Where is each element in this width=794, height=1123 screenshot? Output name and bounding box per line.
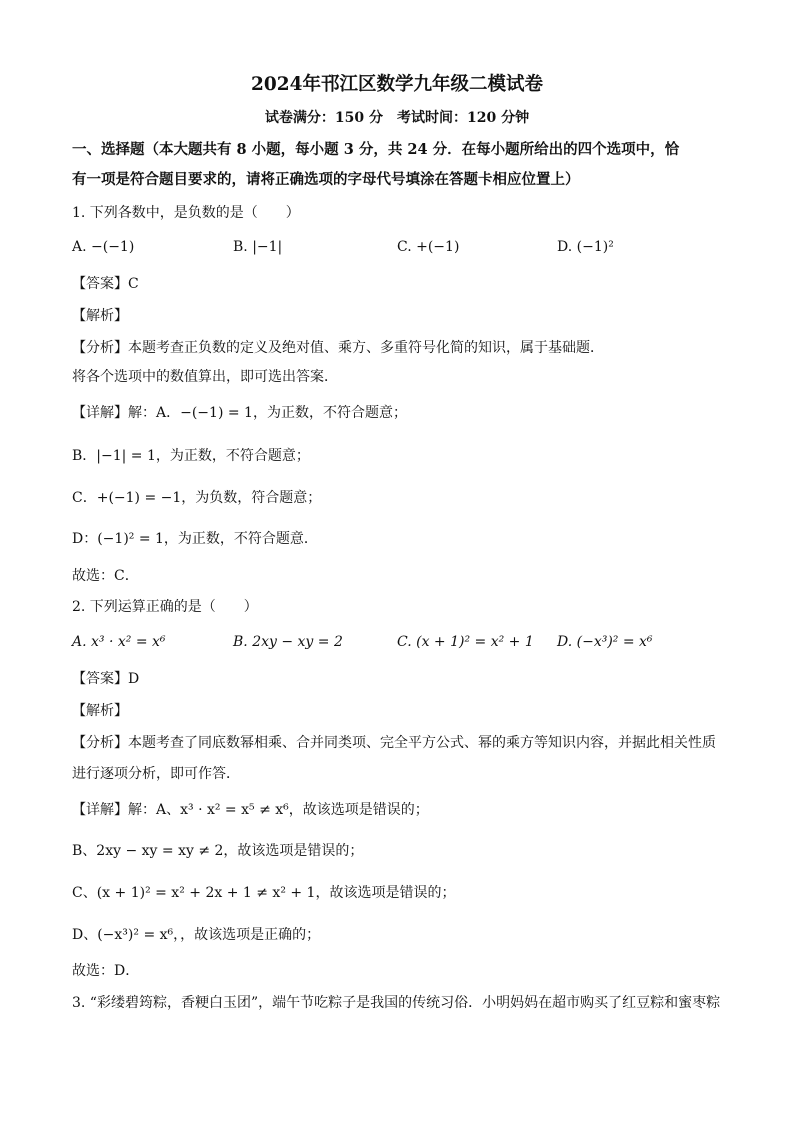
question-2-detail-line-1: 【详解】解：A、x³ · x² = x⁵ ≠ x⁶，故该选项是错误的；: [72, 802, 429, 818]
question-2-detail-line-4: D、(−x³)² = x⁶，，故该选项是正确的；: [72, 927, 321, 943]
question-1-detail-line-2: B．|−1| = 1，为正数，不符合题意；: [72, 448, 310, 464]
page-title: 2024年邗江区数学九年级二模试卷: [251, 74, 543, 95]
question-1-option-b: B. |−1|: [233, 239, 283, 255]
question-1-analysis-heading: 【解析】: [72, 308, 128, 324]
question-1-option-d: D. (−1)²: [557, 239, 614, 255]
question-1-choice: 故选：C．: [72, 568, 139, 584]
question-1-detail-line-3: C．+(−1) = −1，为负数，符合题意；: [72, 490, 322, 506]
section-heading-line-1: 一、选择题（本大题共有 8 小题，每小题 3 分，共 24 分．在每小题所给出的四个选项中，恰: [72, 141, 680, 158]
question-2-option-d: D. (−x³)² = x⁶: [557, 634, 653, 650]
question-2-answer: 【答案】D: [72, 671, 140, 687]
question-1-detail-line-4: D：(−1)² = 1，为正数，不符合题意．: [72, 531, 318, 547]
question-2-analysis-heading: 【解析】: [72, 703, 128, 719]
question-3-stem: 3. “彩缕碧筠粽，香粳白玉团”，端午节吃粽子是我国的传统习俗．小明妈妈在超市购买了红豆粽和蜜枣粽: [72, 995, 721, 1011]
question-1-answer: 【答案】C: [72, 276, 139, 292]
exam-info: 试卷满分：150 分 考试时间：120 分钟: [264, 110, 530, 126]
question-2-choice: 故选：D．: [72, 963, 140, 979]
question-2-option-a: A. x³ · x² = x⁶: [72, 634, 166, 650]
question-2-stem: 2. 下列运算正确的是（ ）: [72, 599, 258, 615]
question-2-option-b: B. 2xy − xy = 2: [233, 634, 343, 650]
question-1-option-c: C. +(−1): [397, 239, 460, 255]
question-2-detail-line-2: B、2xy − xy = xy ≠ 2，故该选项是错误的；: [72, 843, 364, 859]
question-1-analysis-line-1: 【分析】本题考查正负数的定义及绝对值、乘方、多重符号化简的知识，属于基础题．: [72, 340, 604, 356]
question-1-stem: 1. 下列各数中，是负数的是（ ）: [72, 205, 300, 221]
question-1-detail-line-1: 【详解】解：A．−(−1) = 1，为正数，不符合题意；: [72, 405, 407, 421]
section-heading-line-2: 有一项是符合题目要求的，请将正确选项的字母代号填涂在答题卡相应位置上）: [72, 171, 580, 188]
question-2-analysis-line-1: 【分析】本题考查了同底数幂相乘、合并同类项、完全平方公式、幂的乘方等知识内容，并据此相关性质: [72, 735, 716, 751]
question-2-analysis-line-2: 进行逐项分析，即可作答．: [72, 766, 240, 782]
question-2-detail-line-3: C、(x + 1)² = x² + 2x + 1 ≠ x² + 1，故该选项是错误的；: [72, 885, 456, 901]
question-2-option-c: C. (x + 1)² = x² + 1: [397, 634, 534, 650]
question-1-analysis-line-2: 将各个选项中的数值算出，即可选出答案．: [72, 369, 338, 385]
question-1-option-a: A. −(−1): [72, 239, 135, 255]
